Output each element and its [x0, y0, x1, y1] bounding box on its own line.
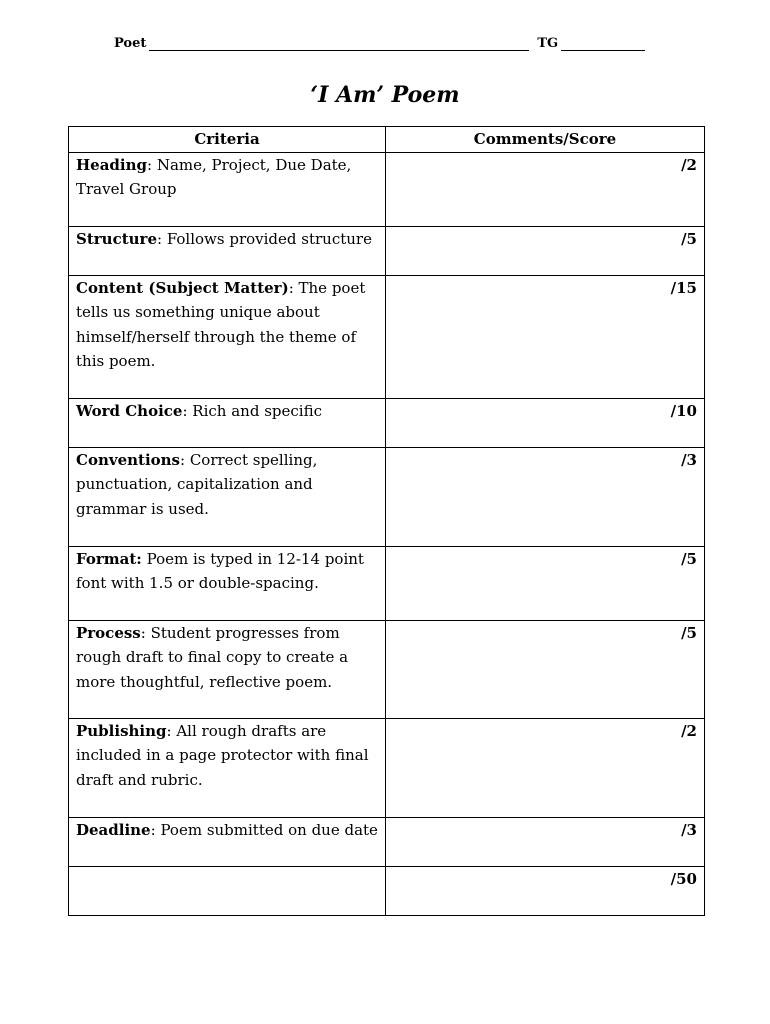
criteria-separator: :	[288, 278, 299, 297]
poet-label: Poet	[114, 36, 147, 51]
criteria-cell	[69, 152, 386, 226]
rubric-table	[68, 126, 705, 916]
criteria-label: Publishing	[76, 721, 167, 740]
criteria-text: Correct spelling, punctuation, capitalization and grammar is used.	[76, 450, 318, 518]
criteria-cell	[69, 546, 386, 620]
criteria-label: Structure	[76, 229, 157, 248]
criteria-label: Conventions	[76, 450, 180, 469]
header-line	[114, 36, 654, 51]
criteria-text: Name, Project, Due Date, Travel Group	[76, 155, 352, 198]
criteria-separator: :	[140, 623, 151, 642]
criteria-text: Rich and specific	[192, 401, 322, 420]
criteria-label: Heading	[76, 155, 148, 174]
criteria-separator: :	[156, 229, 167, 248]
table-row	[69, 718, 705, 817]
criteria-separator: :	[147, 155, 157, 174]
page-title: ‘I Am’ Poem	[310, 82, 460, 108]
table-row	[69, 546, 705, 620]
score-cell: /3	[386, 817, 705, 866]
criteria-header: Criteria	[69, 127, 386, 153]
total-score-cell: /50	[386, 866, 705, 915]
criteria-separator: :	[150, 820, 161, 839]
criteria-label: Word Choice	[76, 401, 183, 420]
score-cell: /3	[386, 447, 705, 546]
criteria-label: Process	[76, 623, 141, 642]
table-header-row	[69, 127, 705, 153]
score-cell: /10	[386, 398, 705, 447]
score-cell: /5	[386, 226, 705, 275]
criteria-cell	[69, 447, 386, 546]
criteria-cell	[69, 718, 386, 817]
criteria-text: The poet tells us something unique about himself/herself through the theme of this poem.	[76, 278, 366, 370]
score-cell: /2	[386, 718, 705, 817]
criteria-text: Poem submitted on due date	[160, 820, 378, 839]
criteria-text: Student progresses from rough draft to final copy to create a more thoughtful, reflective poem.	[76, 623, 349, 691]
score-cell: /15	[386, 275, 705, 398]
criteria-label: Deadline	[76, 820, 151, 839]
criteria-separator: :	[180, 450, 190, 469]
score-cell: /5	[386, 546, 705, 620]
table-row	[69, 447, 705, 546]
table-row	[69, 275, 705, 398]
table-row	[69, 620, 705, 718]
tg-label: TG	[537, 36, 559, 51]
criteria-cell	[69, 817, 386, 866]
criteria-text: All rough drafts are included in a page protector with final draft and rubric.	[76, 721, 369, 789]
table-row	[69, 226, 705, 275]
table-row	[69, 817, 705, 866]
criteria-text: Poem is typed in 12-14 point font with 1.5 or double-spacing.	[76, 549, 364, 592]
criteria-separator: :	[166, 721, 177, 740]
tg-field[interactable]	[561, 38, 645, 51]
total-criteria-cell	[69, 866, 386, 915]
criteria-text: Follows provided structure	[166, 229, 372, 248]
table-row	[69, 152, 705, 226]
score-cell: /2	[386, 152, 705, 226]
criteria-separator: :	[182, 401, 193, 420]
score-cell: /5	[386, 620, 705, 718]
criteria-label: Content (Subject Matter)	[76, 278, 289, 297]
poet-name-field[interactable]	[149, 38, 529, 51]
total-row	[69, 866, 705, 915]
comments-score-header: Comments/Score	[386, 127, 705, 153]
criteria-cell	[69, 275, 386, 398]
criteria-label: Format:	[76, 549, 142, 568]
table-row	[69, 398, 705, 447]
criteria-cell	[69, 620, 386, 718]
criteria-cell	[69, 226, 386, 275]
criteria-cell	[69, 398, 386, 447]
